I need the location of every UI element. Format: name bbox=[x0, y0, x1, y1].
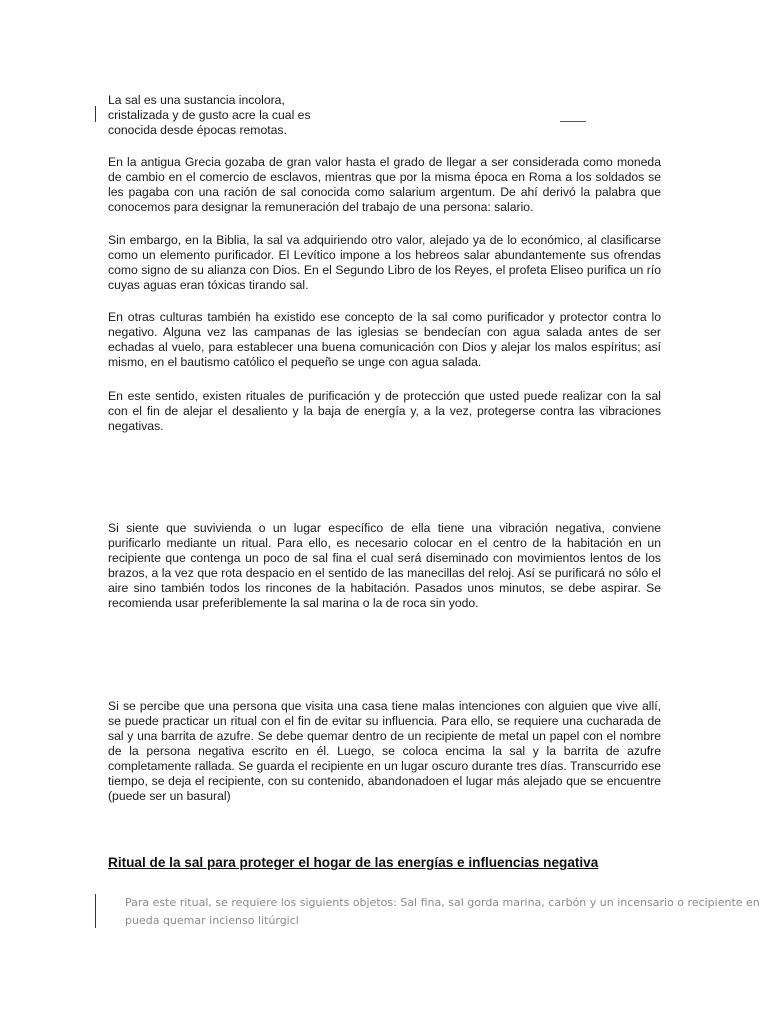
text-cursor-bar-2 bbox=[95, 894, 96, 928]
ritual-objects-text bbox=[125, 894, 768, 930]
intro-line-3: conocida desde épocas remotas. bbox=[108, 123, 287, 137]
intro-line-2: cristalizada y de gusto acre la cual es bbox=[108, 108, 311, 122]
paragraph-vivienda: Si siente que suvivienda o un lugar específico de ella tiene una vibración negativa, conviene purificarlo mediante un ritual. Para ello, es necesario colocar en el centro de la habitación en un recipiente que contenga un poco de sal fina el cual será diseminado con movimientos lentos de los brazos, a la vez que rota despacio en el sentido de las manecillas del reloj. Así se purificará no sólo el aire sino también todos los rincones de la habitación. Pasados unos minutos, se debe aspirar. Se recomienda usar preferiblemente la sal marina o la de roca sin yodo. bbox=[108, 521, 661, 610]
paragraph-otras-culturas: En otras culturas también ha existido ese concepto de la sal como purificador y protector contra lo negativo. Alguna vez las campanas de las iglesias se bendecían con agua salada antes de ser echadas al vuelo, para establecer una buena comunicación con Dios y alejar los malos espíritus; así mismo, en el bautismo católico el pequeño se unge con agua salada. bbox=[108, 310, 661, 369]
section-heading: Ritual de la sal para proteger el hogar de las energías e influencias negativa bbox=[108, 855, 599, 870]
paragraph-persona: Si se percibe que una persona que visita una casa tiene malas intenciones con alguien que vive allí, se puede practicar un ritual con el fin de evitar su influencia. Para ello, se requiere una cucharada de sal y una barrita de azufre. Se debe quemar dentro de un recipiente de metal un papel con el nombre de la persona negativa escrito en él. Luego, se coloca encima la sal y la barrita de azufre completamente rallada. Se guarda el recipiente en un lugar oscuro durante tres días. Transcurrido ese tiempo, se deja el recipiente, con su contenido, abandonadoen el lugar más alejado que se encuentre (puede ser un basural) bbox=[108, 699, 661, 803]
paragraph-rituales: En este sentido, existen rituales de purificación y de protección que usted puede realizar con la sal con el fin de alejar el desaliento y la baja de energía y, a la vez, protegerse contra las vibraciones negativas. bbox=[108, 389, 661, 433]
intro-paragraph bbox=[108, 93, 338, 138]
paragraph-grecia: En la antigua Grecia gozaba de gran valor hasta el grado de llegar a ser considerada como moneda de cambio en el comercio de esclavos, mientras que por la misma época en Roma a los soldados se les pagaba con una ración de sal conocida como salarium argentum. De ahí derivó la palabra que conocemos para designar la remuneración del trabajo de una persona: salario. bbox=[108, 155, 661, 214]
short-underline-mark bbox=[560, 121, 586, 122]
ritual-objects-line-2: pueda quemar incienso litúrgicl bbox=[125, 914, 299, 927]
text-cursor-bar bbox=[95, 106, 96, 122]
intro-line-1: La sal es una sustancia incolora, bbox=[108, 93, 285, 107]
ritual-objects-line-1: Para este ritual, se requiere los siguients objetos: Sal fina, sal gorda marina, carbón y un incensario o recipiente en bbox=[125, 896, 760, 909]
paragraph-biblia: Sin embargo, en la Biblia, la sal va adquiriendo otro valor, alejado ya de lo económico, al clasificarse como un elemento purificador. El Levítico impone a los hebreos salar abundantemente sus ofrendas como signo de su alianza con Dios. En el Segundo Libro de los Reyes, el profeta Eliseo purifica un río cuyas aguas eran tóxicas tirando sal. bbox=[108, 233, 661, 292]
